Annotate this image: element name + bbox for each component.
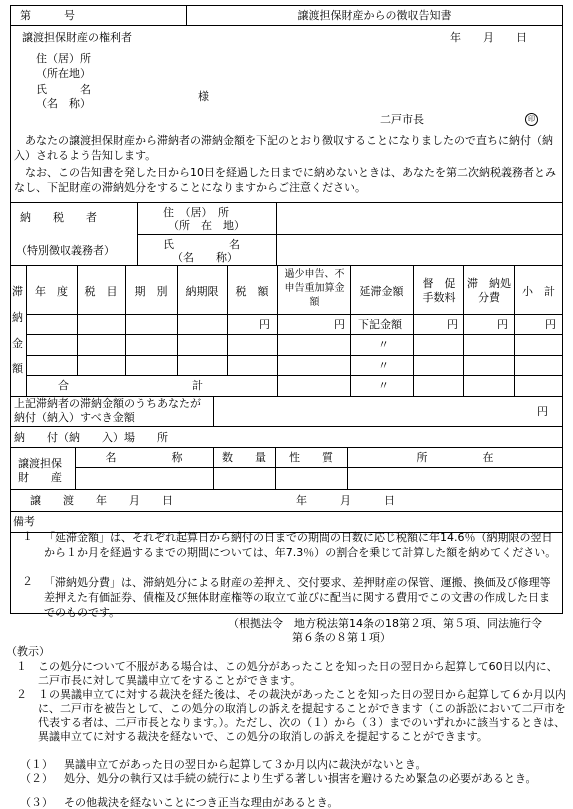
rule (213, 396, 214, 426)
issue-date: 年 月 日 (450, 31, 527, 44)
rule (413, 265, 414, 396)
col-header-disposition-fee: 滞 納処分費 (467, 277, 511, 304)
col-header-penalty: 過少申告、不申告重加算金額 (284, 269, 345, 308)
taxpayer-org-label: （名 称） (172, 251, 238, 264)
form-title: 譲渡担保財産からの徴収告知書 (297, 9, 452, 22)
rule (562, 511, 563, 613)
notice-paragraph-2: なお、この告知書を発した日から10日を経過した日までに納めないときは、あなたを第二次納税義務者とみなし、下記財産の滞納処分をすることになりますからご注意ください。 (14, 166, 556, 194)
organization-name-label: （名 称） (36, 97, 91, 110)
honorific: 様 (198, 90, 209, 103)
payment-place-label: 納 付（納 入）場 所 (14, 431, 168, 444)
col-header-quantity: 数 量 (222, 451, 266, 464)
rule (26, 355, 563, 356)
col-header-location: 所 在 (416, 451, 494, 464)
yen-unit: 円 (447, 318, 458, 331)
rule (463, 265, 464, 396)
rule (125, 265, 126, 376)
taxpayer-location-label: （所 在 地） (168, 219, 245, 232)
name-label: 氏 名 (36, 83, 91, 96)
rule (77, 265, 78, 376)
notice-paragraph-1: あなたの譲渡担保財産から滞納者の滞納金額を下記のとおり徴収することになりましたので直ちに納付（納入）されるよう告知します。 (14, 134, 553, 162)
location-label: （所在地） (36, 67, 91, 80)
rule (26, 334, 563, 335)
rule (137, 234, 563, 235)
col-header-tax-item: 税 目 (84, 285, 118, 298)
side-label-char: 納 (12, 311, 23, 324)
ditto-mark: 〃 (378, 338, 389, 351)
col-header-tax-amount: 税 額 (235, 285, 269, 298)
address-label: 住（居）所 (36, 52, 91, 65)
instruction-sub-number: （３） (20, 796, 53, 809)
instructions-title: （教示） (6, 645, 50, 658)
instruction-sub-3: その他裁決を経ないことにつき正当な理由があるとき。 (64, 796, 339, 809)
legal-basis-line-1: （根拠法令 地方税法第14条の18第２項、第５項、同法施行令 (228, 617, 542, 630)
yen-unit: 円 (545, 318, 556, 331)
remark-late-fee: 「延滞金額」は、それぞれ起算日から納付の日までの期間の日数に応じ税額に年14.6％（納期限の翌日から１か月を経過するまでの期間については、年7.3％）の割合を乗じて計算した額を納めてください。 (44, 531, 557, 559)
rule (10, 202, 563, 203)
remark-number: １ (22, 530, 33, 543)
ditto-mark: 〃 (378, 379, 389, 392)
rule (10, 426, 563, 427)
rule (10, 489, 563, 490)
special-collector-label: （特別徴収義務者） (16, 244, 115, 257)
seal-mark: 印 (525, 113, 538, 126)
taxpayer-label: 納 税 者 (20, 211, 97, 224)
property-label-2: 財 産 (18, 471, 62, 484)
instruction-number: ２ (16, 688, 27, 701)
property-label: 譲渡担保 (18, 457, 62, 470)
rule (10, 511, 11, 613)
instruction-sub-2: 処分、処分の執行又は手続の続行により生ずる著しい損害を避けるため緊急の必要があるとき。 (64, 772, 537, 785)
rule (277, 265, 278, 396)
rule (10, 447, 563, 448)
instruction-sub-number: （２） (20, 772, 53, 785)
col-header-period: 期 別 (134, 285, 168, 298)
yen-unit: 円 (497, 318, 508, 331)
taxpayer-address-label: 住 （居） 所 (163, 206, 229, 219)
remark-disposition-fee: 「滞納処分費」は、滞納処分による財産の差押え、交付要求、差押財産の保管、運搬、換価及び修理等差押えた有価証券、債権及び無体財産権等の取立て並びに配当に関する費用でこの文書の作成した日までのものです。 (44, 576, 551, 619)
payable-amount-label: 上記滞納者の滞納金額のうちあなたが納付（納入）すべき金額 (14, 397, 201, 424)
col-header-property-name: 名 称 (105, 451, 183, 464)
instruction-sub-number: （１） (20, 758, 53, 771)
side-label-char: 滞 (12, 285, 23, 298)
col-header-demand-fee: 督 促手数料 (422, 277, 456, 304)
rule (75, 467, 563, 468)
rule (177, 265, 178, 376)
rule (10, 265, 563, 266)
ditto-mark: 〃 (378, 359, 389, 372)
instruction-lawsuit: １の異議申立てに対する裁決を経た後は、その裁決があったことを知った日の翌日から起算して６か月以内に、二戸市を被告として、この処分の取消しの訴えを提起することができます（この訴訟において二戸市を代表する者は、二戸市長となります。）。ただし、次の（１）から（３）までのいずれかに該当するときは、異議申立てに対する裁決を経ないで、この処分の取消しの訴えを提起することができます。 (38, 688, 566, 743)
col-header-subtotal: 小 計 (522, 285, 555, 298)
legal-basis-line-2: 第６条の８第１項） (292, 631, 391, 644)
rule (26, 375, 563, 376)
yen-unit: 円 (537, 405, 548, 418)
col-header-late-fee: 延滞金額 (359, 285, 404, 298)
yen-unit: 円 (259, 318, 270, 331)
rights-holder-label: 譲渡担保財産の権利者 (22, 31, 132, 44)
yen-unit: 円 (334, 318, 345, 331)
total-label-right: 計 (192, 379, 203, 392)
rule (26, 314, 563, 315)
issuer-name: 二戸市長 (380, 113, 424, 126)
rule (227, 265, 228, 376)
transfer-date-value: 年 月 日 (296, 494, 395, 507)
instruction-objection: この処分について不服がある場合は、この処分があったことを知った日の翌日から起算して60日以内に、二戸市長に対して異議申立てをすることができます。 (38, 660, 558, 687)
instruction-number: １ (16, 660, 27, 673)
form-number-label: 第 号 (20, 9, 75, 22)
taxpayer-name-label: 氏 名 (163, 238, 240, 251)
rule (10, 613, 563, 614)
col-header-due-date: 納期限 (185, 285, 219, 298)
late-fee-note: 下記金額 (358, 318, 402, 331)
remarks-title: 備考 (13, 515, 35, 528)
total-label-left: 合 (58, 379, 69, 392)
side-label-char: 額 (12, 362, 23, 375)
col-header-nature: 性 質 (289, 451, 333, 464)
transfer-date-label: 譲 渡 年 月 日 (30, 494, 173, 507)
rule (10, 511, 563, 512)
side-label-char: 金 (12, 337, 23, 350)
col-header-year: 年 度 (35, 285, 68, 298)
instruction-sub-1: 異議申立てがあった日の翌日から起算して３か月以内に裁決がないとき。 (64, 758, 427, 771)
remark-number: ２ (22, 575, 33, 588)
